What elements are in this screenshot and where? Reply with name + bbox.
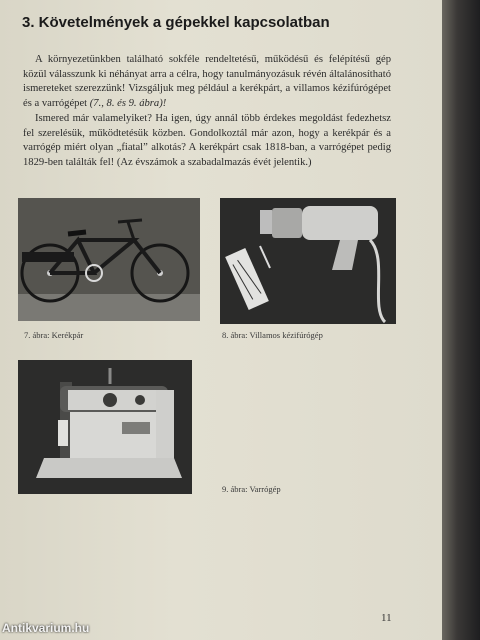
page-number: 11 (381, 612, 392, 624)
bicycle-illustration (18, 198, 200, 321)
watermark-text: Antikvarium.hu (2, 621, 90, 635)
drill-photo (220, 198, 396, 324)
paragraph-2-text: Ismered már valamelyiket? Ha igen, úgy annál több érdekes megoldást fedezhetsz fel szerelésük, működtetésük közben. Gondolkoztál már azon, hogy a kerékpár és a varrógép miért olyan „fiatal” alkotás? A kerékpárt csak 1818-ban, a varrógépet pedig 1829-ben találták fel! (Az évszámok a szabadalmazás évét jelentik.) (23, 113, 391, 168)
section-heading: 3. Követelmények a gépekkel kapcsolatban (22, 14, 330, 31)
caption-bicycle: 7. ábra: Kerékpár (24, 330, 84, 340)
paragraph-1-text: A környezetünkben található sokféle rendeltetésű, működésű és felépítésű gép közül válasszunk ki néhányat arra a célra, hogy tanulmányozásuk révén általánosítható ismereteket szerezzünk! Vizsgáljuk meg például a kerékpárt, a villamos kézifúrógépet és a varrógépet (23, 54, 391, 109)
book-spine-shadow (442, 0, 480, 640)
sewing-machine-photo (18, 360, 192, 494)
paragraph-1 (23, 53, 391, 111)
caption-sewing-machine: 9. ábra: Varrógép (222, 484, 281, 494)
sewing-machine-illustration (18, 360, 192, 494)
drill-illustration (220, 198, 396, 324)
bicycle-photo (18, 198, 200, 321)
paragraph-2 (23, 112, 391, 170)
figure-reference: (7., 8. és 9. ábra)! (89, 97, 167, 109)
caption-drill: 8. ábra: Villamos kézifúrógép (222, 330, 323, 340)
